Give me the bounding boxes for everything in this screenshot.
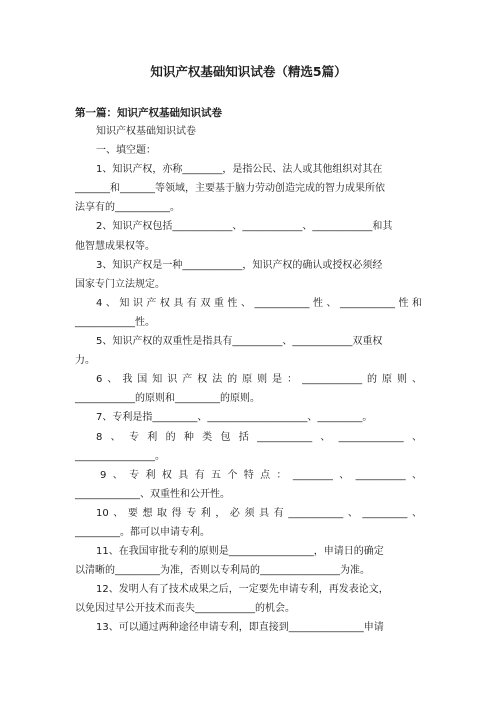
question-line: 4、知识产权具有双重性、___________性、___________性和	[96, 297, 422, 309]
question-list	[75, 160, 422, 637]
question-line: 法享有的___________。	[75, 202, 180, 214]
question-line: ____________的原则和_________的原则。	[75, 393, 260, 405]
question-line: 1、知识产权，亦称________，是指公民、法人或其他组织对其在	[96, 164, 383, 176]
question-line: 9、专利权具有五个特点：________、__________、	[100, 469, 422, 481]
question-line: 13、可以通过两种途径申请专利，即直接到_______________申请	[96, 622, 384, 634]
question-line: 11、在我国审批专利的原则是_________________，申请日的确定	[96, 546, 384, 558]
question-line: 2、知识产权包括____________、____________、____________和其	[96, 221, 393, 233]
question-line: _____________、双重性和公开性。	[75, 488, 230, 500]
question-line: 他智慧成果权等。	[75, 240, 155, 252]
question-line: 12、发明人有了技术成果之后，一定要先申请专利，再发表论文，	[96, 584, 389, 596]
question-line: 以免因过早公开技术而丧失____________的机会。	[75, 603, 295, 615]
question-line: 国家专门立法规定。	[75, 278, 165, 290]
question-line: 10、要想取得专利，必须具有___________、_________、	[96, 507, 422, 519]
question-line: 5、知识产权的双重性是指具有__________、____________双重权	[96, 336, 383, 348]
part-label: 一、填空题：	[96, 145, 156, 157]
question-line: _______和_______等领域，主要基于脑力劳动创造完成的智力成果所依	[75, 183, 385, 195]
section-heading: 第一篇：知识产权基础知识试卷	[75, 107, 222, 119]
document-subtitle: 知识产权基础知识试卷	[96, 126, 196, 137]
question-line: 3、知识产权是一种____________，知识产权的确认或授权必须经	[96, 259, 383, 271]
question-line: 6、我国知识产权法的原则是：____________的原则、	[96, 374, 422, 386]
document-title: 知识产权基础知识试卷（精选5篇）	[150, 64, 347, 79]
question-line: ________________。	[75, 450, 165, 462]
question-line: 7、专利是指_________、____________________、_________。	[96, 412, 373, 424]
question-line: 力。	[75, 355, 95, 367]
question-line: _________。都可以申请专利。	[75, 526, 210, 538]
question-line: 以清晰的_________为准，否则以专利局的________________为准。	[75, 565, 370, 577]
question-line: ____________性。	[75, 316, 155, 328]
question-line: 8、专利的种类包括___________、_____________、	[96, 431, 422, 443]
